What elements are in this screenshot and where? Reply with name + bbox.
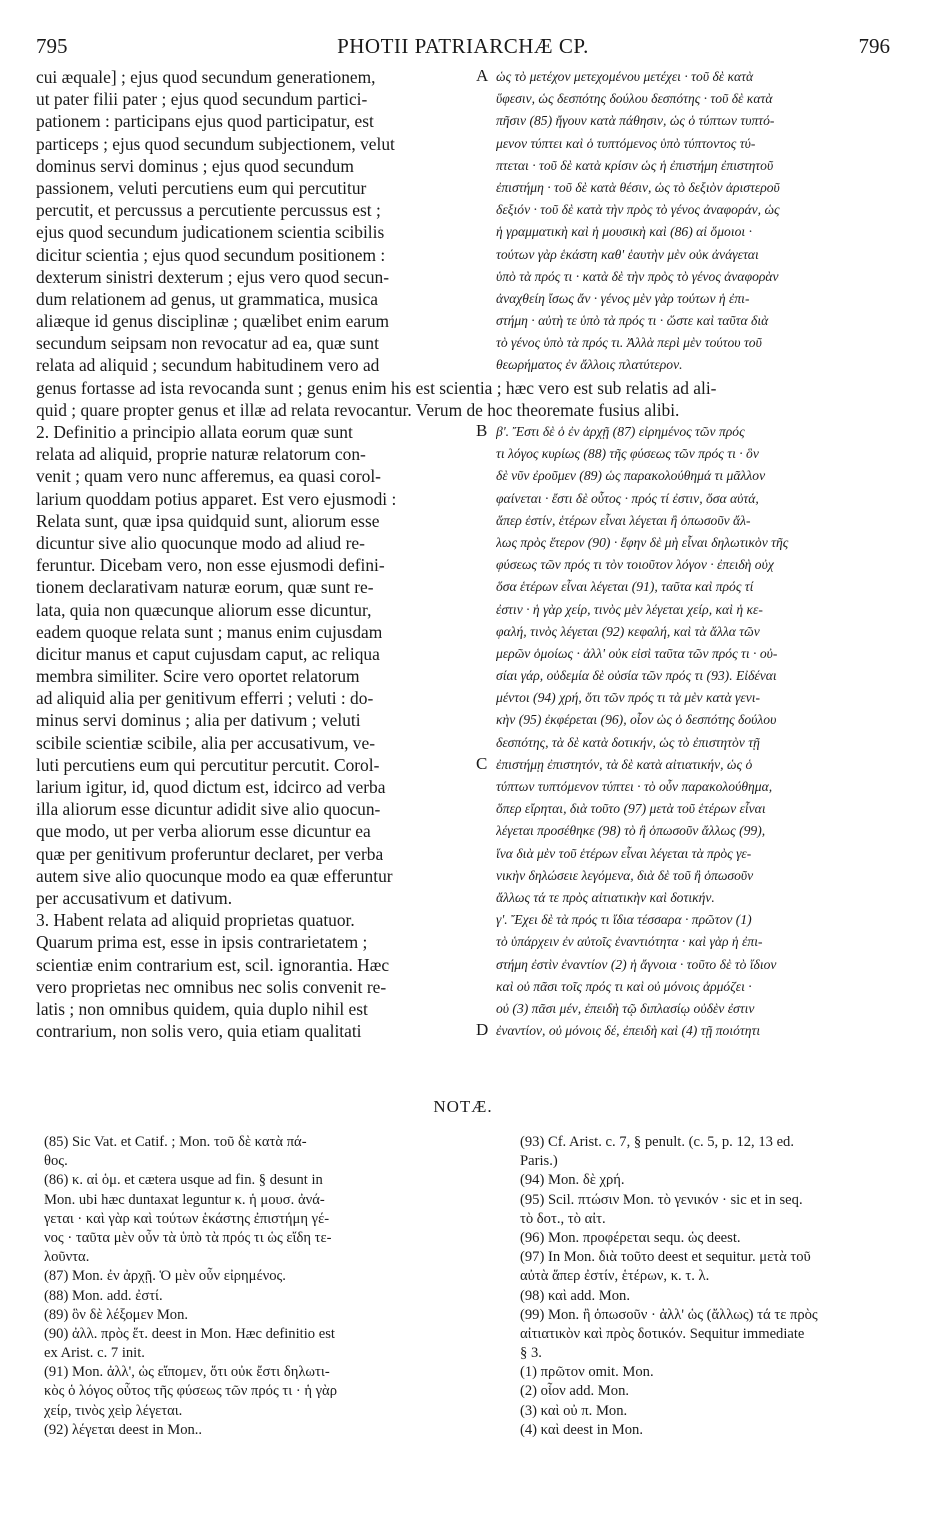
greek-text-line: στήμη · αὐτὴ τε ὑπὸ τὰ πρός τι · ὥστε καὶ ταῦτα διὰ — [496, 313, 769, 329]
greek-text-line: ἐναντίον, οὐ μόνοις δέ, ἐπειδὴ καὶ (4) τῇ ποιότητι — [496, 1023, 761, 1039]
latin-text-line: contrarium, non solis vero, quia etiam qualitati — [36, 1021, 362, 1042]
note-line: (1) πρῶτον omit. Mon. — [520, 1364, 654, 1381]
note-line: κὸς ὁ λόγος οὗτος τῆς φύσεως τῶν πρός τι · ἡ γὰρ — [44, 1383, 337, 1400]
full-width-text-line: quid ; quare propter genus et illæ ad relata revocantur. Verum de hoc theoremate fusius alibi. — [36, 400, 680, 421]
greek-text-line: πτεται · τοῦ δὲ κατὰ κρίσιν ὡς ἡ ἐπιστήμη ἐπιστητοῦ — [496, 157, 774, 173]
note-line: θος. — [44, 1153, 68, 1170]
page-number-left: 795 — [36, 34, 68, 58]
latin-column-block-2 — [36, 421, 472, 1042]
greek-text-line: μέντοι (94) χρή, ὅτι τῶν πρός τι τὰ μὲν κατὰ γενι- — [496, 690, 761, 706]
latin-text-line: quæ per genitivum proferuntur declaret, per verba — [36, 843, 384, 864]
greek-text-line: ἵνα διὰ μὲν τοῦ ἑτέρων εἶναι λέγεται τὰ πρὸς γε- — [496, 845, 752, 861]
margin-marker-b: B — [476, 421, 488, 440]
latin-text-line: latis ; non omnibus quidem, quia duplo nihil est — [36, 998, 368, 1019]
latin-text-line: dexterum sinistri dexterum ; ejus vero quod secun- — [36, 266, 390, 287]
greek-text-line: ὅσα ἑτέρων εἶναι λέγεται (91), ταῦτα καὶ πρός τί — [496, 579, 754, 595]
greek-text-line: οὐ (3) πᾶσι μέν, ἐπειδὴ τῷ διπλασίῳ οὐδὲν ἐστιν — [496, 1000, 755, 1016]
margin-marker-a: A — [476, 66, 489, 85]
latin-text-line: venit ; quam vero nunc afferemus, ea quasi corol- — [36, 466, 381, 487]
latin-text-line: cui æquale] ; ejus quod secundum generationem, — [36, 67, 376, 87]
note-line: (99) Mon. ἢ ὁπωσοῦν · ἀλλ' ὡς (ἄλλως) τά τε πρὸς — [520, 1306, 818, 1323]
greek-text-line: ἄλλως τά τε πρὸς αἰτιατικὴν καὶ δοτικήν. — [496, 889, 715, 905]
latin-text-line: dicuntur sive alio quocunque modo ad aliud re- — [36, 532, 365, 553]
latin-text-line: particeps ; ejus quod secundum subjectionem, velut — [36, 133, 395, 154]
greek-text-line: πῆσιν (85) ἤγουν κατὰ πάθησιν, ὡς ὁ τύπτων τυπτό- — [496, 113, 775, 129]
note-line: αὐτὰ ἅπερ ἐστίν, ἑτέρων, κ. τ. λ. — [520, 1268, 710, 1285]
latin-text-line: larium quoddam potius apparet. Est vero ejusmodi : — [36, 488, 397, 509]
note-line: (4) καὶ deest in Mon. — [520, 1421, 643, 1438]
latin-text-line: 2. Definitio a principio allata eorum quæ sunt — [36, 422, 353, 442]
greek-text-line: ἐστιν · ἡ γὰρ χείρ, τινὸς μὲν λέγεται χείρ, καὶ ἡ κε- — [496, 601, 763, 617]
notes-heading: NOTÆ. — [433, 1097, 493, 1116]
note-line: Mon. ubi hæc duntaxat leguntur κ. ἡ μουσ. ἀνά- — [44, 1191, 325, 1208]
greek-text-line: ὕφεσιν, ὡς δεσπότης δούλου δεσπότης · τοῦ δὲ κατὰ — [496, 91, 773, 107]
latin-text-line: 3. Habent relata ad aliquid proprietas quatuor. — [36, 910, 355, 931]
greek-text-line: τούτων γὰρ ἑκάστη καθ' ἑαυτὴν μὲν οὐκ ἀνάγεται — [496, 246, 759, 262]
latin-text-line: minus servi dominus ; alia per dativum ; veluti — [36, 710, 361, 731]
greek-text-line: σίαι γάρ, οὐδεμία δὲ οὐσία τῶν πρός τι (93). Εἰδέναι — [496, 668, 777, 684]
notes-right-column — [520, 1133, 910, 1440]
running-title: PHOTII PATRIARCHÆ CP. — [337, 34, 589, 58]
note-line: (90) ἀλλ. πρὸς ἕτ. deest in Mon. Hæc definitio est — [44, 1325, 335, 1342]
latin-text-line: luti percutiens eum qui percutitur percutit. Corol- — [36, 754, 380, 775]
latin-text-line: autem sive alio quocunque modo ea quæ efferuntur — [36, 865, 393, 886]
greek-text-line: δεσπότης, τὰ δὲ κατὰ δοτικήν, ὡς τὸ ἐπιστητὸν τῇ — [496, 734, 760, 750]
greek-text-line: ὑπὸ τὰ πρός τι · κατὰ δὲ τὴν πρὸς τὸ γένος ἀναφορὰν — [496, 268, 779, 284]
note-line: (96) Mon. προφέρεται sequ. ὡς deest. — [520, 1229, 741, 1246]
latin-text-line: lata, quia non quæcunque aliorum esse dicuntur, — [36, 599, 372, 620]
greek-column-block-1 — [496, 66, 898, 377]
page-number-right: 796 — [858, 34, 890, 58]
latin-text-line: secundum seipsam non revocatur ad ea, quæ sunt — [36, 333, 379, 354]
note-line: γεται · καὶ γὰρ καὶ τούτων ἑκάστης ἐπιστήμη γέ- — [44, 1210, 330, 1227]
latin-text-line: illa aliorum esse dicuntur adidit sive alio quocun- — [36, 799, 381, 820]
latin-text-line: ad aliquid alia per genitivum efferri ; veluti : do- — [36, 688, 374, 709]
note-line: (92) λέγεται deest in Mon.. — [44, 1421, 203, 1438]
note-line: λοῦντα. — [44, 1249, 90, 1266]
greek-text-line: ὅπερ εἴρηται, διὰ τοῦτο (97) μετὰ τοῦ ἑτέρων εἶναι — [496, 801, 766, 817]
latin-text-line: membra similiter. Scire vero oportet relatorum — [36, 666, 360, 687]
greek-text-line: τὸ γένος ὑπὸ τὰ πρός τι. Ἀλλὰ περὶ μὲν τούτου τοῦ — [496, 335, 762, 351]
latin-text-line: aliæque id genus disciplinæ ; quælibet enim earum — [36, 311, 390, 332]
greek-text-line: ἐπιστήμη · τοῦ δὲ κατὰ θέσιν, ὡς τὸ δεξιὸν ἀριστεροῦ — [496, 179, 780, 195]
greek-text-line: τύπτων τυπτόμενον τύπτει · τὸ οὖν παρακολούθημα, — [496, 779, 773, 794]
full-width-lines — [36, 377, 898, 421]
latin-text-line: vero proprietas nec omnibus nec solis convenit re- — [36, 976, 387, 997]
latin-text-line: larium igitur, id, quod dictum est, idcirco ad verba — [36, 777, 386, 797]
greek-text-line: β'. Ἔστι δὲ ὁ ἐν ἀρχῇ (87) εἰρημένος τῶν πρός — [496, 424, 745, 439]
full-width-text-line: genus fortasse ad ista revocanda sunt ; genus enim his est scientia ; hæc vero est sub relatis ad ali- — [36, 378, 717, 398]
note-line: (93) Cf. Arist. c. 7, § penult. (c. 5, p. 12, 13 ed. — [520, 1134, 794, 1150]
greek-text-line: ὡς τὸ μετέχον μετεχομένου μετέχει · τοῦ δὲ κατὰ — [496, 69, 754, 84]
greek-text-line: γ'. Ἔχει δὲ τὰ πρός τι ἴδια τέσσαρα · πρῶτον (1) — [496, 912, 752, 928]
latin-text-line: dicitur scientia ; ejus quod secundum positionem : — [36, 244, 386, 265]
latin-text-line: tionem declarativam naturæ eorum, quæ sunt re- — [36, 577, 374, 598]
greek-text-line: μερῶν ὁμοίως · ἀλλ' οὐκ εἰσὶ ταῦτα τῶν πρός τι · οὐ- — [496, 645, 778, 661]
latin-text-line: passionem, veluti percutiens eum qui percutitur — [36, 177, 367, 198]
greek-text-line: ἡ γραμματικὴ καὶ ἡ μουσικὴ καὶ (86) αἱ ὅμοιοι · — [496, 224, 752, 240]
running-header — [0, 34, 926, 60]
note-line: χείρ, τινὸς χεὶρ λέγεται. — [44, 1402, 183, 1419]
greek-text-line: λέγεται προσέθηκε (98) τὸ ἢ ὁπωσοῦν ἄλλως (99), — [496, 823, 766, 839]
note-line: (94) Mon. δὲ χρή. — [520, 1172, 625, 1189]
greek-text-line: τι λόγος κυρίως (88) τῆς φύσεως τῶν πρός τι · ὃν — [496, 446, 759, 462]
latin-text-line: eadem quoque relata sunt ; manus enim cujusdam — [36, 621, 383, 642]
latin-text-line: que modo, ut per verba aliorum esse dicuntur ea — [36, 821, 371, 842]
notes-left-column — [44, 1133, 474, 1440]
latin-text-line: dominus servi dominus ; ejus quod secundum — [36, 155, 354, 176]
margin-marker-d: D — [476, 1020, 489, 1039]
greek-text-line: φαλή, τινὸς λέγεται (92) κεφαλή, καὶ τὰ ἄλλα τῶν — [496, 623, 760, 639]
greek-column-block-2 — [496, 421, 898, 1042]
greek-text-line: δεξιόν · τοῦ δὲ κατὰ τὴν πρὸς τὸ γένος ἀναφοράν, ὡς — [496, 202, 780, 218]
note-line: νος · ταῦτα μὲν οὖν τὰ ὑπὸ τὰ πρός τι ὡς εἴδη τε- — [44, 1229, 332, 1246]
greek-text-line: ἅπερ ἐστίν, ἑτέρων εἶναι λέγεται ἢ ὁπωσοῦν ἄλ- — [496, 512, 751, 528]
note-line: (87) Mon. ἐν ἀρχῇ. Ὁ μὲν οὖν εἰρημένος. — [44, 1268, 286, 1285]
note-line: Paris.) — [520, 1153, 558, 1170]
greek-text-line: φύσεως τῶν πρός τι τὸν τοιοῦτον λόγον · ἐπειδὴ οὐχ — [496, 557, 774, 573]
greek-text-line: φαίνεται · ἔστι δὲ οὗτος · πρός τί ἐστιν, ὅσα αὐτά, — [496, 490, 759, 506]
note-line: (91) Mon. ἀλλ', ὡς εἴπομεν, ὅτι οὐκ ἔστι δηλωτι- — [44, 1364, 330, 1381]
latin-text-line: Quarum prima est, esse in ipsis contrarietatem ; — [36, 932, 368, 953]
note-line: (95) Scil. πτώσιν Mon. τὸ γενικόν · sic et in seq. — [520, 1191, 803, 1208]
greek-text-line: κὴν (95) ἐκφέρεται (96), οἷον ὡς ὁ δεσπότης δούλου — [496, 712, 777, 728]
note-line: αἰτιατικὸν καὶ πρὸς δοτικόν. Sequitur immediate — [520, 1325, 805, 1342]
greek-text-line: μενον τύπτει καὶ ὁ τυπτόμενος ὑπὸ τύπτοντος τύ- — [496, 135, 756, 151]
latin-text-line: ejus quod secundum judicationem scientia scibilis — [36, 222, 385, 243]
note-line: (2) οἷον add. Mon. — [520, 1383, 630, 1400]
note-line: τὸ δοτ., τὸ αἰτ. — [520, 1210, 606, 1227]
latin-text-line: per accusativum et dativum. — [36, 887, 233, 908]
greek-text-line: ἐπιστήμῃ ἐπιστητόν, τὰ δὲ κατὰ αἰτιατικήν, ὡς ὁ — [496, 756, 753, 772]
latin-text-line: scibile scientiæ scibile, alia per accusativum, ve- — [36, 732, 375, 753]
latin-text-line: percutit, et percussus a percutiente percussus est ; — [36, 200, 381, 221]
note-line: (85) Sic Vat. et Catif. ; Mon. τοῦ δὲ κατὰ πά- — [44, 1134, 307, 1150]
greek-text-line: δὲ νῦν ἐροῦμεν (89) ὡς παρακολούθημά τι μᾶλλον — [496, 468, 766, 484]
note-line: (97) In Mon. διὰ τοῦτο deest et sequitur. μετὰ τοῦ — [520, 1249, 811, 1266]
latin-column-block-1 — [36, 66, 472, 377]
latin-text-line: pationem : participans ejus quod participatur, est — [36, 111, 374, 132]
note-line: (89) ὃν δὲ λέξομεν Mon. — [44, 1306, 189, 1323]
latin-text-line: dicitur manus et caput cujusdam caput, ac reliqua — [36, 643, 380, 664]
latin-text-line: relata ad aliquid, proprie naturæ relatorum con- — [36, 444, 366, 465]
greek-text-line: καὶ οὐ πᾶσι τοῖς πρός τι καὶ οὐ μόνοις ἁρμόζει · — [496, 978, 752, 994]
greek-text-line: τὸ ὑπάρχειν ἐν αὐτοῖς ἐναντιότητα · καὶ γὰρ ἡ ἐπι- — [496, 934, 763, 950]
latin-text-line: feruntur. Dicebam vero, non esse ejusmodi defini- — [36, 555, 385, 576]
greek-text-line: ἀναχθείη ἴσως ἄν · γένος μὲν γὰρ τούτων ἡ ἐπι- — [496, 290, 750, 306]
latin-text-line: Relata sunt, quæ ipsa quidquid sunt, aliorum esse — [36, 510, 380, 531]
note-line: (3) καὶ οὐ π. Mon. — [520, 1402, 628, 1419]
note-line: (88) Mon. add. ἐστί. — [44, 1287, 163, 1304]
greek-text-line: νικὴν δηλώσειε λεγόμενα, διὰ δὲ τοῦ ἢ ὁπωσοῦν — [496, 867, 754, 883]
greek-text-line: στήμη ἐστὶν ἐναντίον (2) ἡ ἄγνοια · τοῦτο δὲ τὸ ἴδιον — [496, 956, 777, 972]
note-line: § 3. — [520, 1345, 542, 1362]
latin-text-line: ut pater filii pater ; ejus quod secundum partici- — [36, 89, 368, 110]
note-line: ex Arist. c. 7 init. — [44, 1345, 145, 1362]
note-line: (98) καὶ add. Mon. — [520, 1287, 630, 1304]
greek-text-line: θεωρήματος ἐν ἄλλοις πλατύτερον. — [496, 357, 683, 373]
margin-marker-c: C — [476, 754, 488, 773]
latin-text-line: scientiæ enim contrarium est, scil. ignorantia. Hæc — [36, 954, 390, 975]
note-line: (86) κ. αἱ ὁμ. et cætera usque ad fin. § desunt in — [44, 1172, 323, 1189]
latin-text-line: dum relationem ad genus, ut grammatica, musica — [36, 288, 378, 309]
greek-text-line: λως πρὸς ἕτερον (90) · ἔφην δὲ μὴ εἶναι δηλωτικὸν τῆς — [496, 534, 789, 550]
latin-text-line: relata ad aliquid ; secundum habitudinem vero ad — [36, 355, 380, 376]
